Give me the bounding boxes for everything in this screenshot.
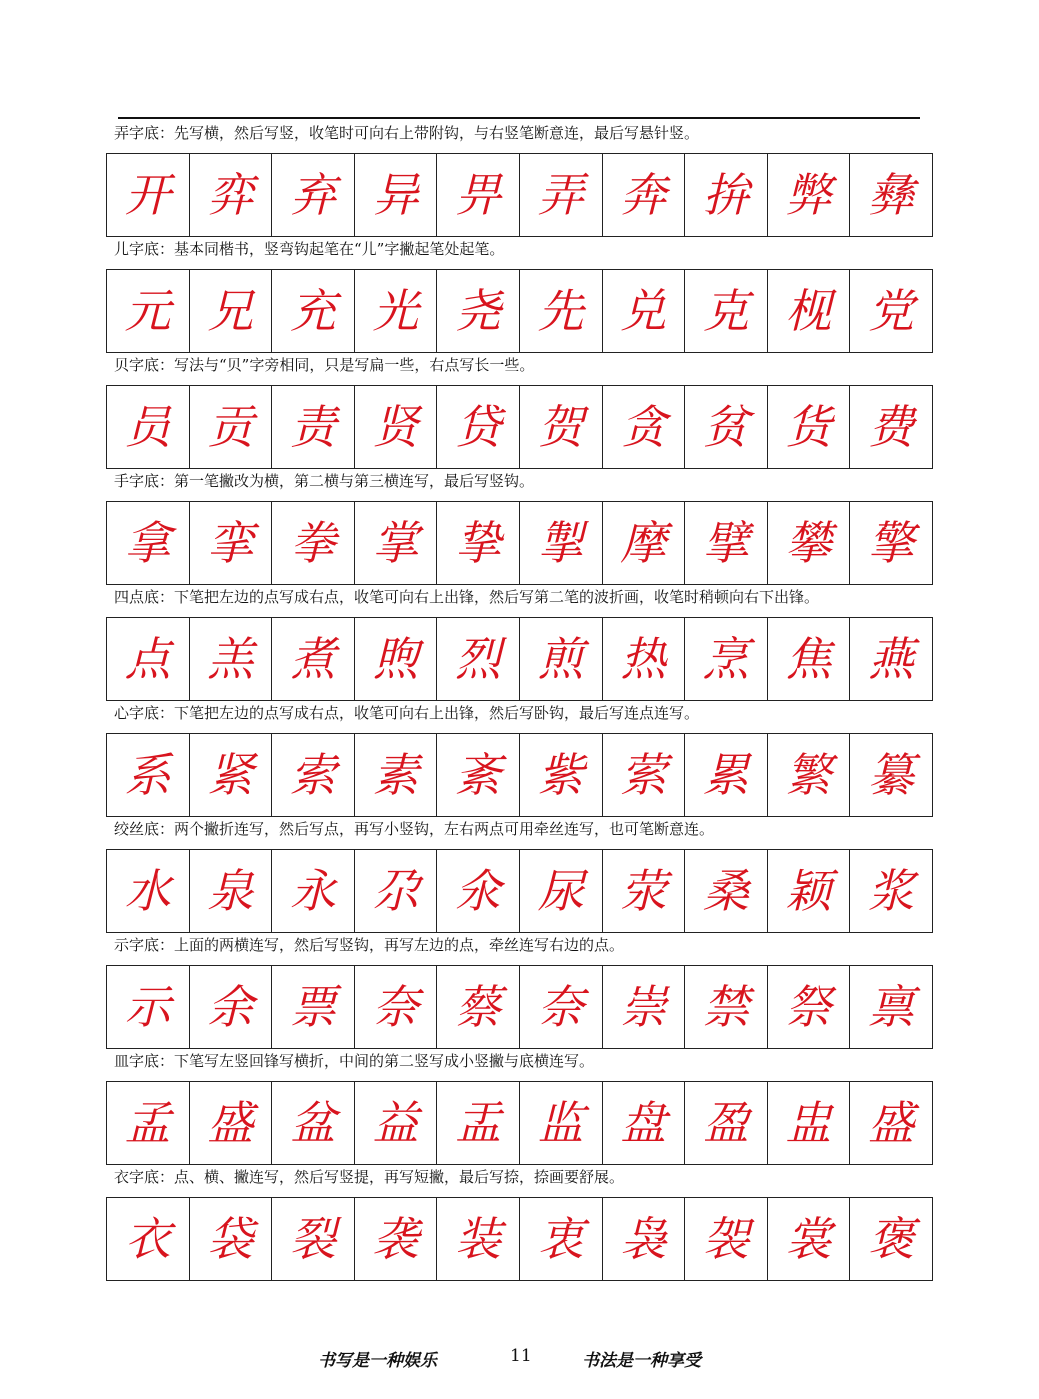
section-description xyxy=(114,239,929,260)
character-cell: 克 xyxy=(685,270,768,352)
character-cell: 责 xyxy=(272,386,355,468)
character-cell: 紧 xyxy=(190,734,273,816)
character-cell: 禀 xyxy=(868,980,915,1034)
character-cell: 崇 xyxy=(603,966,686,1048)
section-description xyxy=(114,123,929,144)
character-cell: 开 xyxy=(107,154,190,236)
radical-section xyxy=(106,700,933,816)
section-label: 贝字底： xyxy=(114,356,175,374)
section-text: 两个撇折连写，然后写点，再写小竖钩，左右两点可用牵丝连写，也可笔断意连。 xyxy=(174,820,715,838)
section-label: 衣字底： xyxy=(114,1168,175,1186)
section-description xyxy=(114,703,929,724)
character-cell: 先 xyxy=(520,270,603,352)
character-cell: 禁 xyxy=(685,966,768,1048)
character-cell: 繁 xyxy=(768,734,851,816)
character-cell: 盅 xyxy=(768,1082,851,1164)
radical-section xyxy=(106,120,933,236)
character-cell: 奔 xyxy=(603,154,686,236)
character-cell: 光 xyxy=(355,270,438,352)
character-cell: 贫 xyxy=(685,386,768,468)
character-cell: 烹 xyxy=(685,618,768,700)
character-grid xyxy=(106,965,933,1049)
character-cell: 纂 xyxy=(868,748,915,802)
section-description xyxy=(114,587,929,608)
character-cell: 挚 xyxy=(437,502,520,584)
character-cell: 衷 xyxy=(520,1198,603,1280)
footer-left-slogan: 书写是一种娱乐 xyxy=(318,1351,437,1371)
character-cell: 蔡 xyxy=(437,966,520,1048)
section-label: 绞丝底： xyxy=(114,820,175,838)
character-cell: 颖 xyxy=(768,850,851,932)
character-cell: 袅 xyxy=(603,1198,686,1280)
character-cell: 尕 xyxy=(355,850,438,932)
character-cell: 掣 xyxy=(520,502,603,584)
character-grid xyxy=(106,153,933,237)
character-cell: 褒 xyxy=(868,1212,915,1266)
character-grid xyxy=(106,385,933,469)
character-cell: 荥 xyxy=(603,850,686,932)
character-cell: 弄 xyxy=(520,154,603,236)
character-cell: 素 xyxy=(355,734,438,816)
character-cell: 贪 xyxy=(603,386,686,468)
character-cell: 余 xyxy=(190,966,273,1048)
character-cell: 焦 xyxy=(768,618,851,700)
character-cell: 桑 xyxy=(685,850,768,932)
radical-section xyxy=(106,584,933,700)
character-cell: 摩 xyxy=(603,502,686,584)
section-description xyxy=(114,1051,929,1072)
character-cell: 枧 xyxy=(768,270,851,352)
section-text: 上面的两横连写，然后写竖钩，再写左边的点，牵丝连写右边的点。 xyxy=(174,936,625,954)
character-cell: 系 xyxy=(107,734,190,816)
character-cell: 氽 xyxy=(437,850,520,932)
character-cell: 热 xyxy=(603,618,686,700)
character-cell: 充 xyxy=(272,270,355,352)
section-text: 下笔把左边的点写成右点，收笔可向右上出锋，然后写卧钩，最后写连点连写。 xyxy=(174,704,700,722)
character-cell: 货 xyxy=(768,386,851,468)
section-label: 手字底： xyxy=(114,472,175,490)
character-cell: 贤 xyxy=(355,386,438,468)
character-cell: 煮 xyxy=(272,618,355,700)
character-grid xyxy=(106,733,933,817)
section-text: 第一笔撇改为横，第二横与第三横连写，最后写竖钩。 xyxy=(174,472,535,490)
character-cell: 畀 xyxy=(437,154,520,236)
section-label: 儿字底： xyxy=(114,240,175,258)
character-grid xyxy=(106,501,933,585)
character-cell: 煦 xyxy=(355,618,438,700)
radical-section xyxy=(106,468,933,584)
character-cell: 彝 xyxy=(868,168,915,222)
character-cell: 盛 xyxy=(190,1082,273,1164)
section-text: 基本同楷书，竖弯钩起笔在“儿”字撇起笔处起笔。 xyxy=(174,240,505,258)
section-label: 四点底： xyxy=(114,588,175,606)
character-cell: 员 xyxy=(107,386,190,468)
section-description xyxy=(114,935,929,956)
radical-section xyxy=(106,236,933,352)
character-grid xyxy=(106,849,933,933)
character-cell: 异 xyxy=(355,154,438,236)
radical-section xyxy=(106,816,933,932)
character-cell: 装 xyxy=(437,1198,520,1280)
character-cell: 袭 xyxy=(355,1198,438,1280)
character-cell: 拳 xyxy=(272,502,355,584)
section-label: 弄字底： xyxy=(114,124,175,142)
character-cell: 攀 xyxy=(768,502,851,584)
character-cell: 擎 xyxy=(868,516,915,570)
character-grid xyxy=(106,617,933,701)
character-cell: 费 xyxy=(868,400,915,454)
character-cell: 挛 xyxy=(190,502,273,584)
section-label: 皿字底： xyxy=(114,1052,175,1070)
top-rule xyxy=(118,117,920,119)
character-cell: 袈 xyxy=(685,1198,768,1280)
character-cell: 索 xyxy=(272,734,355,816)
character-cell: 拚 xyxy=(685,154,768,236)
character-cell: 贺 xyxy=(520,386,603,468)
character-cell: 祭 xyxy=(768,966,851,1048)
character-cell: 累 xyxy=(685,734,768,816)
section-label: 示字底： xyxy=(114,936,175,954)
character-cell: 奈 xyxy=(520,966,603,1048)
section-text: 下笔写左竖回锋写横折，中间的第二竖写成小竖撇与底横连写。 xyxy=(174,1052,595,1070)
character-cell: 盘 xyxy=(603,1082,686,1164)
character-cell: 袋 xyxy=(190,1198,273,1280)
section-text: 点、横、撇连写，然后写竖提，再写短撇，最后写捺，捺画要舒展。 xyxy=(174,1168,625,1186)
character-cell: 弊 xyxy=(768,154,851,236)
character-cell: 烈 xyxy=(437,618,520,700)
character-cell: 贡 xyxy=(190,386,273,468)
character-cell: 衣 xyxy=(107,1198,190,1280)
character-cell: 奈 xyxy=(355,966,438,1048)
character-cell: 羔 xyxy=(190,618,273,700)
footer-right-slogan: 书法是一种享受 xyxy=(582,1351,701,1371)
character-cell: 擘 xyxy=(685,502,768,584)
character-cell: 兄 xyxy=(190,270,273,352)
character-cell: 元 xyxy=(107,270,190,352)
character-grid xyxy=(106,269,933,353)
radical-section xyxy=(106,1164,933,1280)
character-cell: 泉 xyxy=(190,850,273,932)
character-cell: 掌 xyxy=(355,502,438,584)
character-cell: 永 xyxy=(272,850,355,932)
character-cell: 尧 xyxy=(437,270,520,352)
character-cell: 水 xyxy=(107,850,190,932)
footer xyxy=(0,1346,1039,1370)
section-text: 下笔把左边的点写成右点，收笔可向右上出锋，然后写第二笔的波折画，收笔时稍顿向右下出锋。 xyxy=(174,588,820,606)
character-cell: 弃 xyxy=(272,154,355,236)
character-cell: 紊 xyxy=(437,734,520,816)
radical-section xyxy=(106,932,933,1048)
section-description xyxy=(114,471,929,492)
character-cell: 票 xyxy=(272,966,355,1048)
character-cell: 孟 xyxy=(107,1082,190,1164)
character-cell: 尿 xyxy=(520,850,603,932)
character-cell: 盛 xyxy=(868,1096,915,1150)
radical-section xyxy=(106,1048,933,1164)
section-description xyxy=(114,355,929,376)
character-cell: 党 xyxy=(868,284,915,338)
character-cell: 贷 xyxy=(437,386,520,468)
character-grid xyxy=(106,1197,933,1281)
character-cell: 益 xyxy=(355,1082,438,1164)
character-cell: 煎 xyxy=(520,618,603,700)
character-cell: 点 xyxy=(107,618,190,700)
character-cell: 弈 xyxy=(190,154,273,236)
character-cell: 兑 xyxy=(603,270,686,352)
character-cell: 裂 xyxy=(272,1198,355,1280)
section-label: 心字底： xyxy=(114,704,175,722)
character-cell: 盂 xyxy=(437,1082,520,1164)
character-cell: 裳 xyxy=(768,1198,851,1280)
character-cell: 紫 xyxy=(520,734,603,816)
section-description xyxy=(114,1167,929,1188)
section-description xyxy=(114,819,929,840)
radical-section xyxy=(106,352,933,468)
character-cell: 萦 xyxy=(603,734,686,816)
character-cell: 盈 xyxy=(685,1082,768,1164)
page-number: 11 xyxy=(510,1346,532,1366)
character-cell: 燕 xyxy=(868,632,915,686)
character-cell: 盆 xyxy=(272,1082,355,1164)
character-cell: 示 xyxy=(107,966,190,1048)
character-grid xyxy=(106,1081,933,1165)
section-text: 先写横，然后写竖，收笔时可向右上带附钩，与右竖笔断意连，最后写悬针竖。 xyxy=(174,124,700,142)
section-text: 写法与“贝”字旁相同，只是写扁一些，右点写长一些。 xyxy=(174,356,535,374)
sections xyxy=(106,120,933,1280)
character-cell: 拿 xyxy=(107,502,190,584)
character-cell: 浆 xyxy=(868,864,915,918)
character-cell: 监 xyxy=(520,1082,603,1164)
